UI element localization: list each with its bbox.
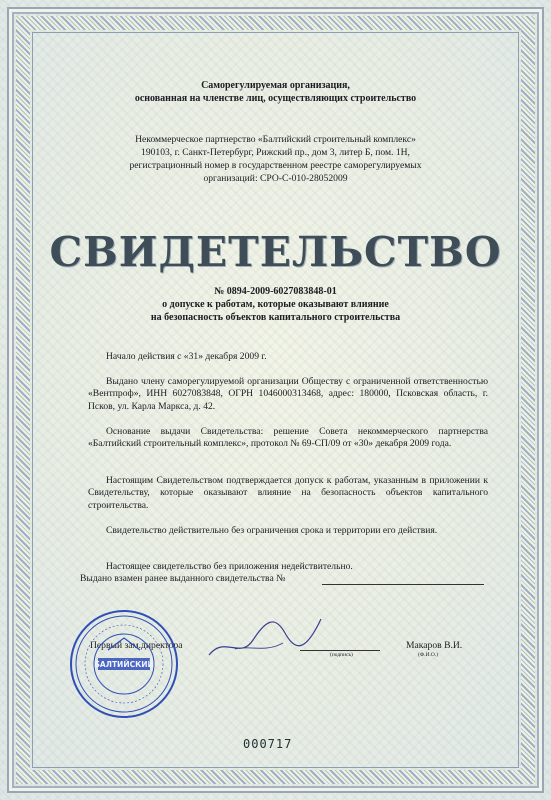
certificate-number: № 0894-2009-6027083848-01: [214, 286, 337, 297]
issuer-address: 190103, г. Санкт-Петербург, Рижский пр., дом 3, литер Б, пом. 1Н,: [141, 147, 410, 158]
issuer-registry: регистрационный номер в государственном реестре саморегулируемых: [129, 160, 422, 171]
admission-confirmation: Настоящим Свидетельством подтверждается допуск к работам, указанным в приложении к Свидетельству, которые оказывают влияние на безопасность объектов капитального строительства.: [88, 474, 488, 511]
serial-number: 000717: [243, 737, 293, 751]
start-date: Начало действия с «31» декабря 2009 г.: [106, 350, 267, 362]
seal-text: БАЛТИЙСКИЙ: [94, 660, 154, 669]
replacement-note: Выдано взамен ранее выданного свидетельства №: [80, 573, 286, 584]
certificate-subtitle-line2: на безопасность объектов капитального строительства: [150, 312, 401, 323]
signatory-role: Первый зам.директора: [90, 640, 183, 651]
name-caption: (Ф.И.О.): [418, 652, 439, 658]
signatory-name: Макаров В.И.: [406, 640, 463, 651]
annex-note: Настоящее свидетельство без приложения недействительно.: [106, 560, 353, 572]
issued-to: Выдано члену саморегулируемой организации Обществу с ограниченной ответственностью «Вентпроф», ИНН 6027083848, ОГРН 1046000313468, адрес: 180000, Псковская область, г. Псков, ул. Карла Маркса, д. 42.: [88, 375, 488, 412]
validity-statement: Свидетельство действительно без ограничения срока и территории его действия.: [106, 524, 438, 536]
issuer-name: Некоммерческое партнерство «Балтийский строительный комплекс»: [135, 134, 416, 145]
handwritten-signature: [205, 605, 325, 665]
signature-caption: (подпись): [330, 652, 353, 658]
issue-basis: Основание выдачи Свидетельства: решение Совета некоммерческого партнерства «Балтийский строительный комплекс», протокол № 69-СП/09 от «30» декабря 2009 года.: [88, 425, 488, 450]
issuer-registry-number: организаций: СРО-С-010-28052009: [203, 173, 348, 184]
organization-seal: [68, 608, 180, 720]
org-type-line2: основанная на членстве лиц, осуществляющих строительство: [134, 93, 417, 104]
org-type-line1: Саморегулируемая организация,: [201, 80, 350, 91]
document-title: СВИДЕТЕЛЬСТВО: [49, 228, 502, 276]
replacement-number-line: [322, 584, 484, 585]
certificate-subtitle-line1: о допуске к работам, которые оказывают влияние: [162, 299, 389, 310]
